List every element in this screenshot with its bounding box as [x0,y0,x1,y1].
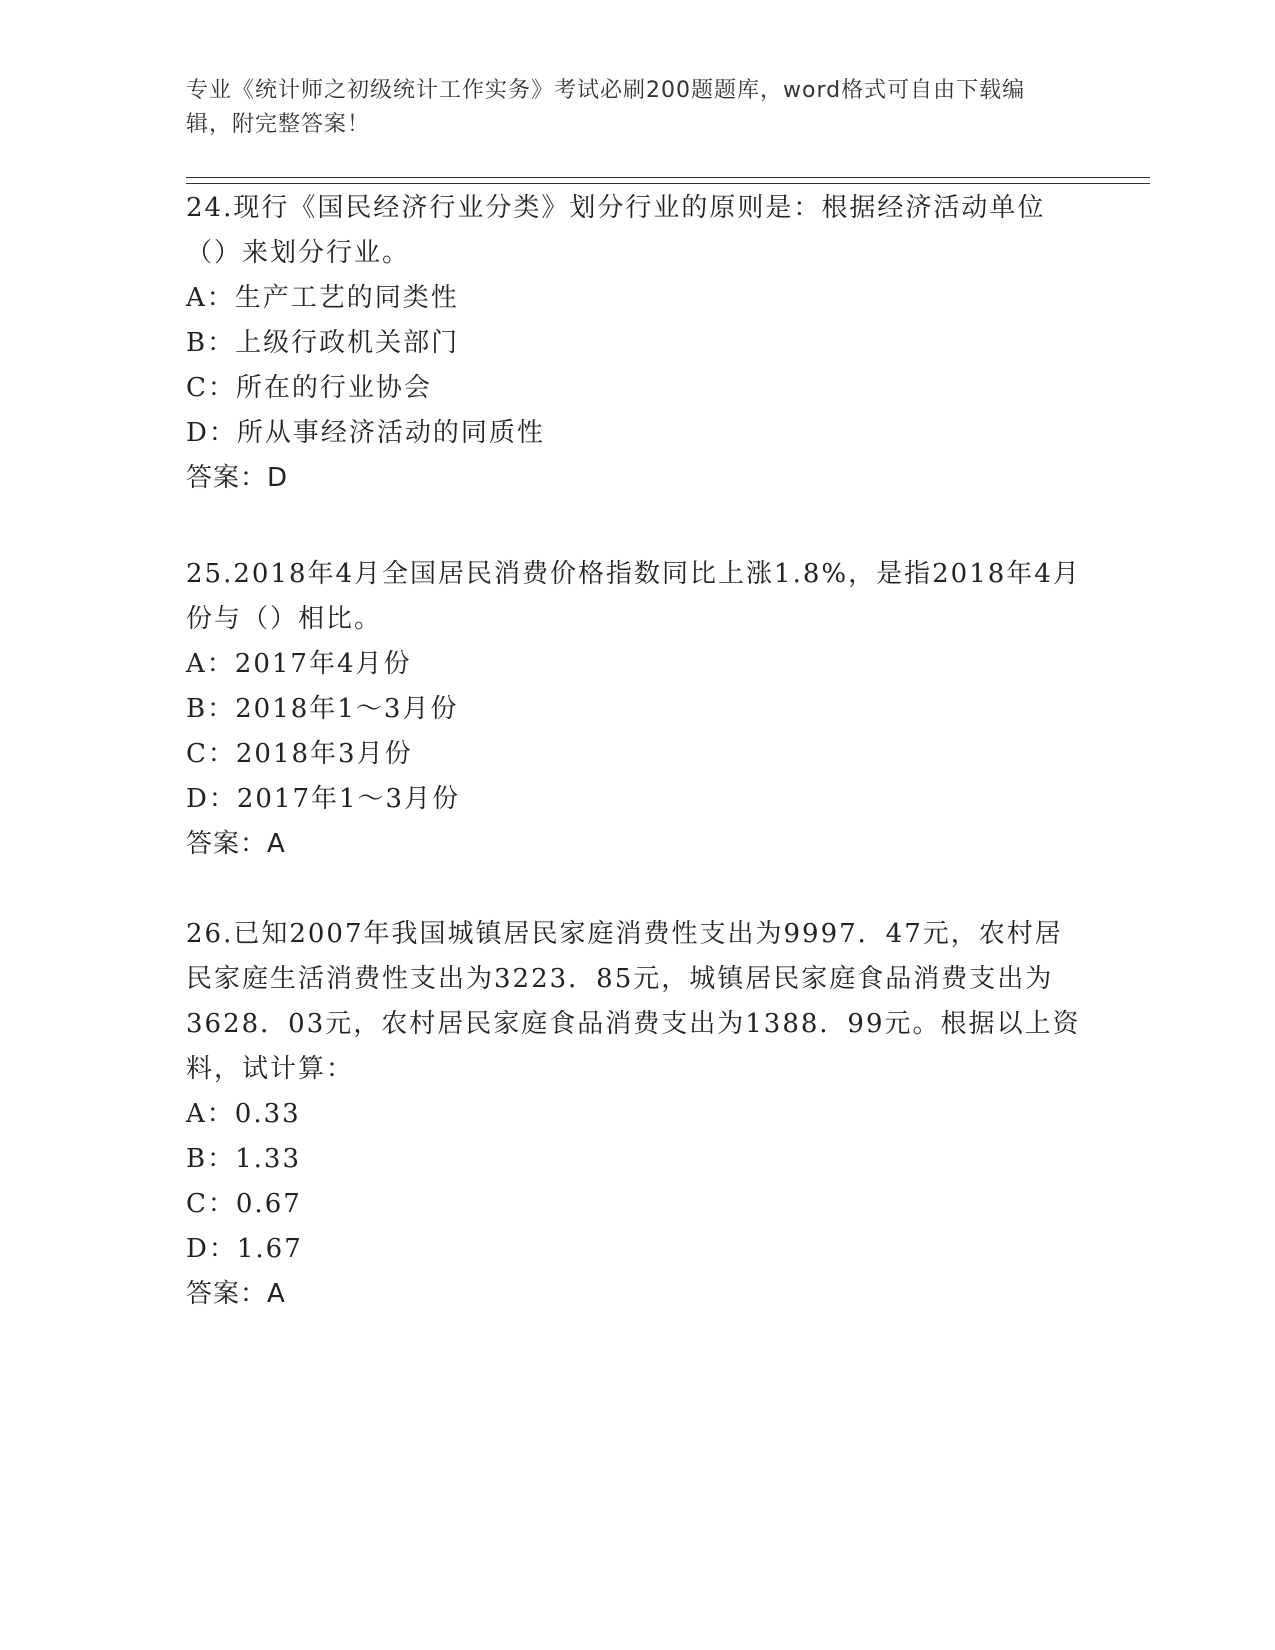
option-b: B：2018年1～3月份 [186,694,459,724]
option-d: D：所从事经济活动的同质性 [186,418,545,448]
answer: 答案：D [186,463,289,493]
question-text: 24.现行《国民经济行业分类》划分行业的原则是：根据经济活动单位（）来划分行业。 [186,193,1046,268]
option-c: C：0.67 [186,1189,302,1219]
option-b: B：1.33 [186,1144,301,1174]
option-a: A：2017年4月份 [186,649,412,679]
option-a: A：生产工艺的同类性 [186,283,459,313]
answer: 答案：A [186,829,286,859]
option-d: D：1.67 [186,1234,303,1264]
question-25 [186,552,1086,867]
option-d: D：2017年1～3月份 [186,784,461,814]
question-text: 26.已知2007年我国城镇居民家庭消费性支出为9997．47元，农村居民家庭生活消费性支出为3223．85元，城镇居民家庭食品消费支出为3628．03元，农村居民家庭食品消费支出为1388．99元。根据以上资料，试计算： [186,919,1081,1084]
question-26 [186,912,1086,1317]
document-header [186,74,1066,142]
header-divider-bottom [186,183,1150,184]
option-b: B：上级行政机关部门 [186,328,460,358]
header-title: 专业《统计师之初级统计工作实务》考试必刷200题题库，word格式可自由下载编辑，附完整答案！ [186,78,1026,137]
option-c: C：2018年3月份 [186,739,413,769]
option-a: A：0.33 [186,1099,301,1129]
question-text: 25.2018年4月全国居民消费价格指数同比上涨1.8%，是指2018年4月份与（）相比。 [186,559,1081,634]
option-c: C：所在的行业协会 [186,373,432,403]
question-24 [186,186,1086,501]
header-divider-top [186,177,1150,178]
answer: 答案：A [186,1279,286,1309]
